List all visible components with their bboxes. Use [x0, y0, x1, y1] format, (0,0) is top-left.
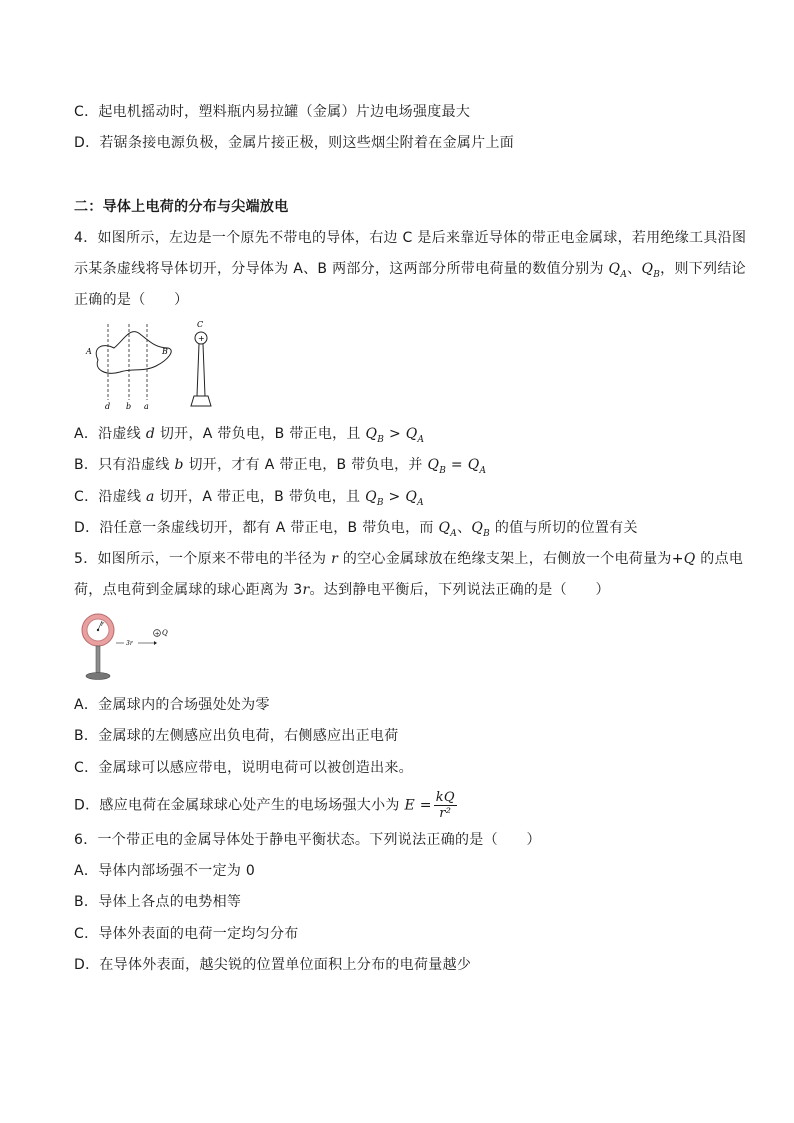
distance-label: 3r — [126, 640, 133, 647]
label-C: C — [197, 320, 204, 329]
q5-option-d: D．感应电荷在金属球球心处产生的电场场强大小为 E = $\frac{kQ}{\text{r²}}$ — [74, 790, 455, 821]
q5-option-b: B．金属球的左侧感应出负电荷，右侧感应出正电荷 — [74, 728, 399, 744]
q6-option-c: C．导体外表面的电荷一定均匀分布 — [74, 926, 299, 942]
q4-figure — [84, 318, 254, 414]
q5-figure — [76, 612, 186, 688]
q6-option-b: B．导体上各点的电势相等 — [74, 894, 242, 910]
q6-option-a: A．导体内部场强不一定为 0 — [74, 863, 256, 879]
q4-option-b: B．只有沿虚线 b 切开，才有 A 带正电，B 带负电，并 $Q_B = Q_A$ — [74, 457, 487, 476]
q5-option-c: C．金属球可以感应带电，说明电荷可以被创造出来。 — [74, 760, 413, 776]
stand-base — [191, 396, 211, 406]
q6-stem: 6．一个带正电的金属导体处于静电平衡状态。下列说法正确的是（ ） — [74, 832, 541, 848]
q5-option-a: A．金属球内的合场强处处为零 — [74, 697, 270, 713]
q6-option-d: D．在导体外表面，越尖锐的位置单位面积上分布的电荷量越少 — [74, 957, 472, 973]
stand-rod — [197, 344, 205, 396]
radius-label: r — [101, 621, 104, 628]
q5-stem-line1: 5．如图所示，一个原来不带电的半径为 r 的空心金属球放在绝缘支架上，右侧放一个电荷量为+Q 的点电 — [74, 551, 744, 567]
distance-arrowhead — [154, 641, 157, 645]
q3-option-c: C．起电机摇动时，塑料瓶内易拉罐（金属）片边电场强度最大 — [74, 104, 471, 120]
label-A: A — [86, 347, 92, 356]
q4-stem-line1: 4．如图所示，左边是一个原先不带电的导体，右边 C 是后来靠近导体的带正电金属球，若用绝缘工具沿图 — [74, 230, 747, 246]
label-B: B — [162, 347, 168, 356]
conductor-outline — [96, 332, 171, 374]
q5-stem-line2: 荷，点电荷到金属球的球心距离为 3r。达到静电平衡后，下列说法正确的是（ ） — [74, 582, 610, 598]
q4-option-c: C．沿虚线 a 切开，A 带正电，B 带负电，且 $Q_B > Q_A$ — [74, 489, 424, 508]
label-cut-a: a — [144, 402, 149, 411]
q4-stem-line2: 示某条虚线将导体切开，分导体为 A、B 两部分，这两部分所带电荷量的数值分别为 $Q_A$、$Q_B$，则下列结论 — [74, 261, 746, 280]
support-base — [86, 673, 110, 680]
q3-option-d: D．若锯条接电源负极，金属片接正极，则这些烟尘附着在金属片上面 — [74, 135, 515, 151]
formula-fraction — [434, 790, 457, 821]
formula-numerator: kQ — [435, 790, 455, 805]
formula-denominator: r² — [439, 806, 452, 821]
label-cut-d: d — [105, 402, 111, 411]
q4-option-a: A．沿虚线 d 切开，A 带负电，B 带正电，且 $Q_B > Q_A$ — [74, 426, 425, 445]
q4-option-d: D．沿任意一条虚线切开，都有 A 带正电，B 带负电，而 $Q_A$、$Q_B$ 的值与所切的位置有关 — [74, 520, 638, 539]
section-heading: 二：导体上电荷的分布与尖端放电 — [74, 199, 289, 215]
ball-C-plus: + — [198, 334, 205, 343]
formula-lhs: E = — [404, 797, 432, 814]
support-rod — [96, 646, 100, 674]
label-cut-b: b — [126, 402, 132, 411]
point-charge-plus: + — [154, 630, 160, 638]
point-charge-label: Q — [162, 629, 168, 637]
q4-stem-line3: 正确的是（ ） — [74, 292, 189, 308]
